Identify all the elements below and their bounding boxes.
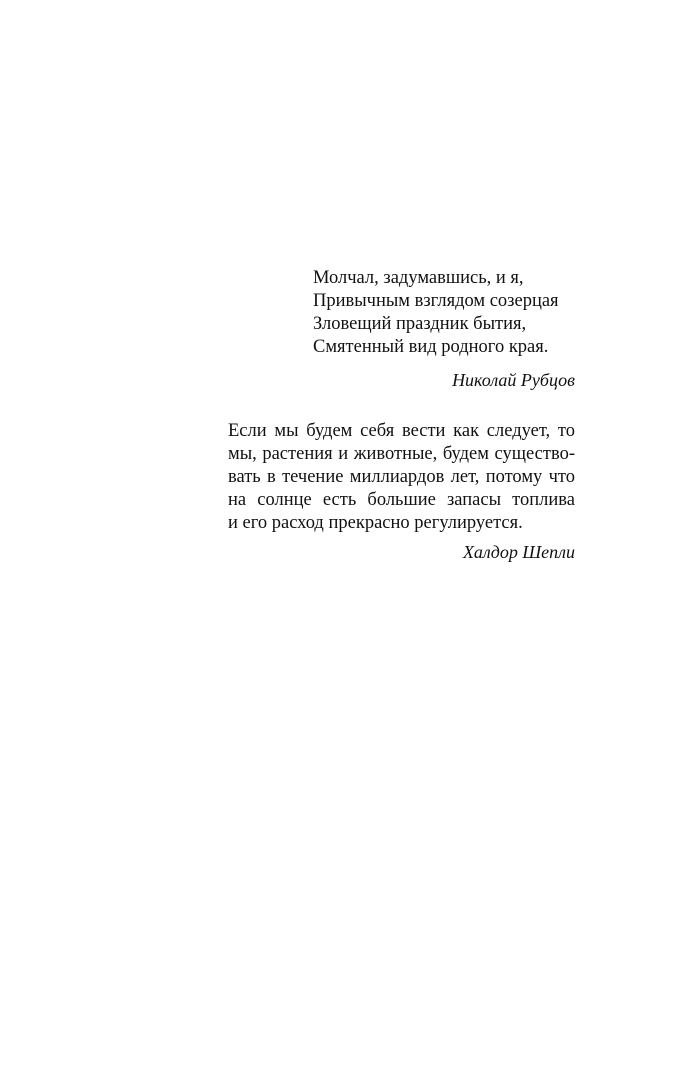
prose-line: на солнце есть большие запасы топлива bbox=[228, 490, 575, 510]
poem-line: Привычным взглядом созерцая bbox=[313, 291, 559, 311]
prose-author: Халдор Шепли bbox=[462, 542, 575, 562]
prose-line: Если мы будем себя вести как следует, то bbox=[228, 421, 575, 441]
poem-line: Зловещий праздник бытия, bbox=[313, 314, 527, 334]
poem-line: Смятенный вид родного края. bbox=[313, 337, 549, 357]
poem-line: Молчал, задумавшись, и я, bbox=[313, 268, 524, 288]
poem-epigraph bbox=[313, 267, 575, 392]
poem-author: Николай Рубцов bbox=[452, 370, 575, 390]
prose-epigraph bbox=[228, 420, 575, 564]
prose-line: вать в течение миллиардов лет, потому что bbox=[228, 467, 575, 487]
prose-line: и его расход прекрасно регулируется. bbox=[228, 513, 523, 533]
prose-line: мы, растения и животные, будем существо- bbox=[228, 444, 575, 464]
